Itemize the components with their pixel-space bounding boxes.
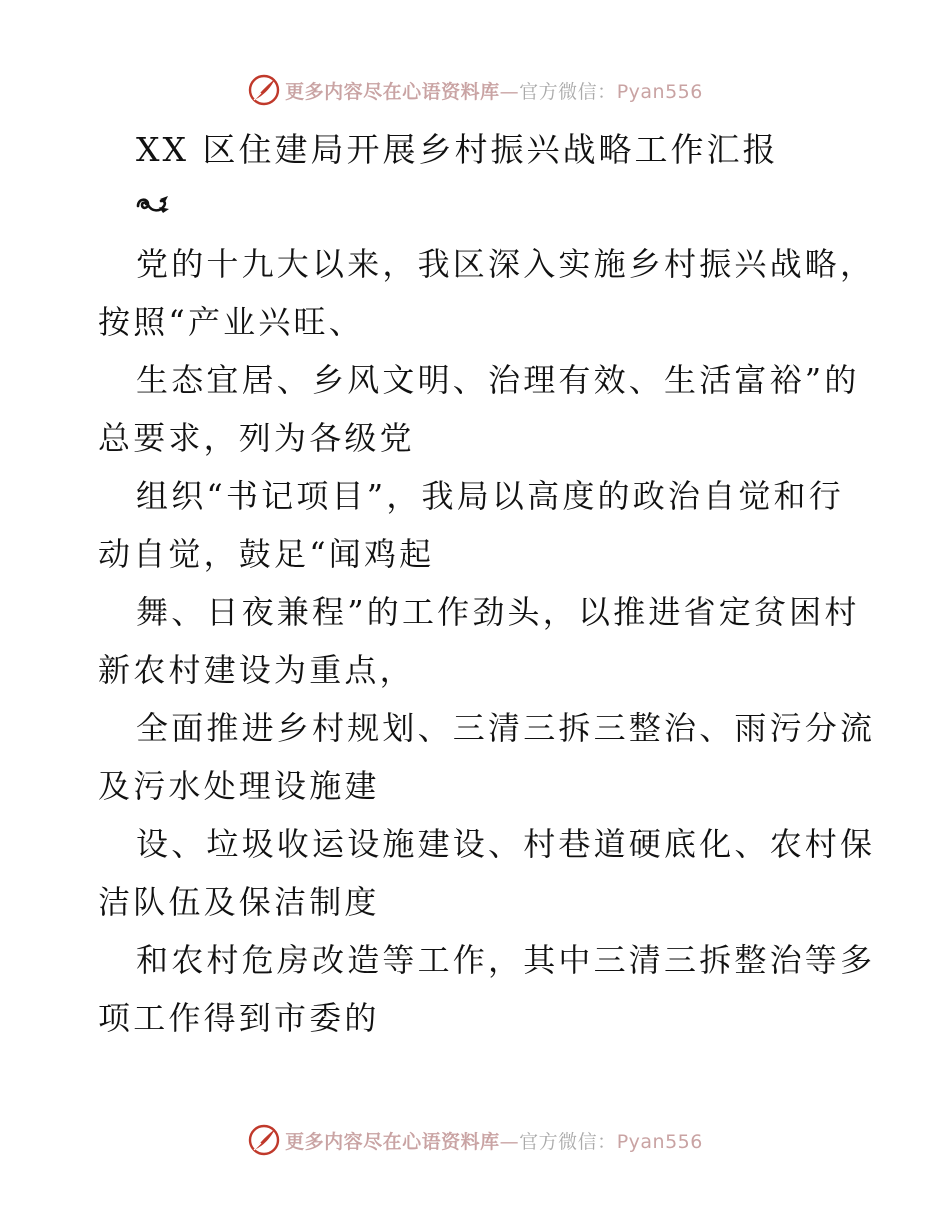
body-line: 新农村建设为重点， xyxy=(98,651,415,689)
body-line: 项工作得到市委的 xyxy=(98,999,380,1037)
body-line: 组织“书记项目”，我局以高度的政治自觉和行 xyxy=(136,477,844,515)
watermark-text xyxy=(285,1127,703,1154)
watermark-account: Pyan556 xyxy=(616,80,703,103)
watermark-account: Pyan556 xyxy=(616,1130,703,1153)
body-line: 设、垃圾收运设施建设、村巷道硬底化、农村保 xyxy=(136,825,876,863)
body-line: 总要求，列为各级党 xyxy=(98,419,415,457)
watermark-brand: 更多内容尽在心语资料库 xyxy=(285,80,500,103)
header-watermark xyxy=(0,70,950,110)
floral-ornament-icon xyxy=(134,192,172,218)
watermark-text xyxy=(285,77,703,104)
watermark-dash: — xyxy=(499,1130,520,1153)
body-line: 及污水处理设施建 xyxy=(98,767,380,805)
body-line: 动自觉，鼓足“闻鸡起 xyxy=(98,535,435,573)
watermark-brand: 更多内容尽在心语资料库 xyxy=(285,1130,500,1153)
body-line: 按照“产业兴旺、 xyxy=(98,303,364,341)
body-line: 党的十九大以来，我区深入实施乡村振兴战略， xyxy=(136,245,876,283)
body-line: 和农村危房改造等工作，其中三清三拆整治等多 xyxy=(136,941,876,979)
body-line: 生态宜居、乡风文明、治理有效、生活富裕”的 xyxy=(136,361,860,399)
watermark-dash: — xyxy=(499,80,520,103)
body-line: 洁队伍及保洁制度 xyxy=(98,883,380,921)
feather-pen-icon xyxy=(247,73,281,107)
watermark-wechat-label: 官方微信： xyxy=(519,1130,617,1153)
body-line: 舞、日夜兼程”的工作劲头，以推进省定贫困村 xyxy=(136,593,860,631)
feather-pen-icon xyxy=(247,1123,281,1157)
watermark-wechat-label: 官方微信： xyxy=(519,80,617,103)
footer-watermark xyxy=(0,1120,950,1160)
body-line: 全面推进乡村规划、三清三拆三整治、雨污分流 xyxy=(136,709,876,747)
document-title: XX 区住建局开展乡村振兴战略工作汇报 xyxy=(136,130,779,169)
